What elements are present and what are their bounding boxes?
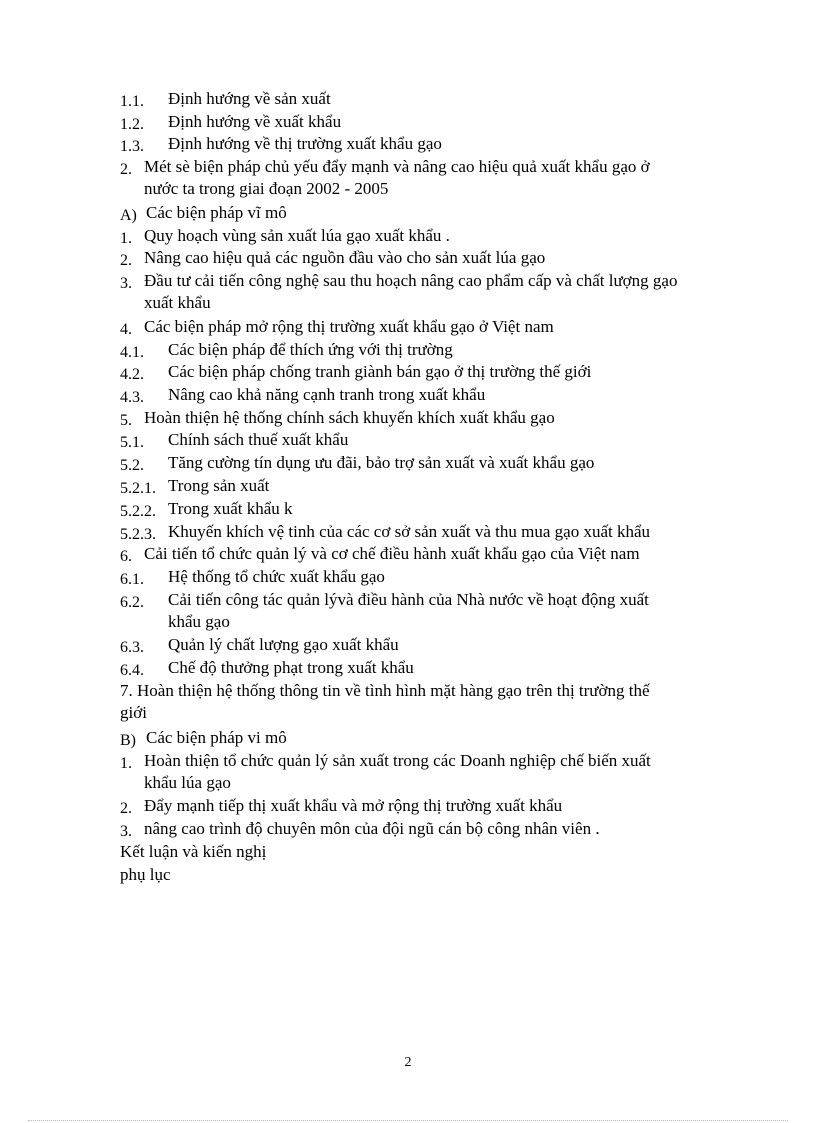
toc-text: Hệ thống tổ chức xuất khẩu gạo <box>168 567 385 586</box>
toc-entry-4-2 <box>120 361 732 383</box>
page-bottom-divider <box>28 1120 788 1121</box>
toc-entry-1-2 <box>120 111 732 133</box>
toc-text: Các biện pháp vĩ mô <box>146 203 287 222</box>
toc-number: A) <box>120 207 137 224</box>
toc-number: B) <box>120 732 136 749</box>
toc-text: Định hướng về sản xuất <box>168 89 331 108</box>
toc-entry-5-2-2 <box>120 498 732 520</box>
toc-text: Các biện pháp vi mô <box>146 728 287 747</box>
toc-entry-b-1 <box>120 750 732 794</box>
toc-entry-7 <box>120 680 732 724</box>
toc-text: nâng cao trình độ chuyên môn của đội ngũ cán bộ công nhân viên . <box>144 819 600 838</box>
toc-number: 5.2.1. <box>120 480 156 497</box>
toc-entry-4-3 <box>120 384 732 406</box>
toc-text: Mét sè biện pháp chủ yếu đẩy mạnh và nâng cao hiệu quả xuất khẩu gạo ở <box>144 157 650 176</box>
toc-entry-6-3 <box>120 634 732 656</box>
toc-number: 5.1. <box>120 434 144 451</box>
toc-text: Cải tiến tổ chức quản lý và cơ chế điều hành xuất khẩu gạo của Việt nam <box>144 544 640 563</box>
toc-text: phụ lục <box>120 865 171 884</box>
toc-entry-4-1 <box>120 339 732 361</box>
toc-entry-5-1 <box>120 429 732 451</box>
toc-number: 3. <box>120 823 132 840</box>
toc-entry-6 <box>120 543 732 565</box>
toc-text-continued: xuất khẩu <box>144 293 211 312</box>
toc-number: 5.2.3. <box>120 526 156 543</box>
toc-text: Trong xuất khẩu k <box>168 499 293 518</box>
toc-text: Định hướng về thị trường xuất khẩu gạo <box>168 134 442 153</box>
toc-entry-1-1 <box>120 88 732 110</box>
toc-number: 1.3. <box>120 138 144 155</box>
toc-number: 1. <box>120 755 132 772</box>
toc-number: 3. <box>120 275 132 292</box>
toc-number: 6.3. <box>120 639 144 656</box>
toc-entry-a-1 <box>120 225 732 247</box>
toc-entry-conclusion <box>120 841 732 863</box>
toc-number: 6.1. <box>120 571 144 588</box>
toc-text: Tăng cường tín dụng ưu đãi, bảo trợ sản xuất và xuất khẩu gạo <box>168 453 595 472</box>
toc-text: Nâng cao khả năng cạnh tranh trong xuất khẩu <box>168 385 486 404</box>
toc-entry-appendix <box>120 864 732 886</box>
toc-entry-6-2 <box>120 589 732 633</box>
toc-text: Trong sản xuất <box>168 476 270 495</box>
toc-number: 1.1. <box>120 93 144 110</box>
toc-text-continued: nước ta trong giai đoạn 2002 - 2005 <box>144 179 389 198</box>
toc-text: Đầu tư cải tiến công nghệ sau thu hoạch nâng cao phẩm cấp và chất lượng gạo <box>144 271 678 290</box>
toc-number: 4.1. <box>120 344 144 361</box>
toc-number: 5.2. <box>120 457 144 474</box>
toc-number: 6.2. <box>120 594 144 611</box>
toc-text: Quy hoạch vùng sản xuất lúa gạo xuất khẩu . <box>144 226 450 245</box>
toc-text: Các biện pháp để thích ứng với thị trường <box>168 340 453 359</box>
toc-number: 5. <box>120 412 132 429</box>
toc-number: 1.2. <box>120 116 144 133</box>
page-number: 2 <box>404 1055 412 1070</box>
toc-number: 4. <box>120 321 132 338</box>
toc-text: Các biện pháp mở rộng thị trường xuất khẩu gạo ở Việt nam <box>144 317 554 336</box>
toc-entry-b-3 <box>120 818 732 840</box>
toc-number: 2. <box>120 800 132 817</box>
toc-text: Chính sách thuế xuất khẩu <box>168 430 349 449</box>
toc-number: 4.3. <box>120 389 144 406</box>
toc-number: 6.4. <box>120 662 144 679</box>
toc-entry-2 <box>120 156 732 200</box>
toc-text-continued: khẩu lúa gạo <box>144 773 231 792</box>
toc-number: 4.2. <box>120 366 144 383</box>
toc-entry-5-2-3 <box>120 521 732 543</box>
toc-number: 2. <box>120 161 132 178</box>
toc-entry-1-3 <box>120 133 732 155</box>
toc-entry-5-2 <box>120 452 732 474</box>
toc-text: Hoàn thiện tổ chức quản lý sản xuất trong các Doanh nghiệp chế biến xuất <box>144 751 651 770</box>
toc-entry-6-4 <box>120 657 732 679</box>
toc-text: Khuyến khích vệ tinh của các cơ sở sản xuất và thu mua gạo xuất khẩu <box>168 522 651 541</box>
toc-entry-4 <box>120 316 732 338</box>
toc-number: 6. <box>120 548 132 565</box>
toc-entry-section-a <box>120 202 732 224</box>
toc-text: Quản lý chất lượng gạo xuất khẩu <box>168 635 399 654</box>
toc-text: Nâng cao hiệu quả các nguồn đầu vào cho sản xuất lúa gạo <box>144 248 546 267</box>
toc-number: 2. <box>120 252 132 269</box>
toc-entry-a-2 <box>120 247 732 269</box>
toc-entry-5 <box>120 407 732 429</box>
toc-number: 5.2.2. <box>120 503 156 520</box>
toc-text: Chế độ thưởng phạt trong xuất khẩu <box>168 658 414 677</box>
toc-text: Kết luận và kiến nghị <box>120 842 267 861</box>
toc-text: Hoàn thiện hệ thống chính sách khuyến khích xuất khẩu gạo <box>144 408 555 427</box>
toc-text-continued: khẩu gạo <box>168 612 230 631</box>
toc-text: Cải tiến công tác quản lývà điều hành của Nhà nước về hoạt động xuất <box>168 590 649 609</box>
toc-text-continued: giới <box>120 703 147 722</box>
toc-number: 1. <box>120 230 132 247</box>
toc-entry-5-2-1 <box>120 475 732 497</box>
toc-text: Các biện pháp chống tranh giành bán gạo ở thị trường thế giới <box>168 362 592 381</box>
toc-text: Định hướng về xuất khẩu <box>168 112 342 131</box>
toc-text: 7. Hoàn thiện hệ thống thông tin về tình hình mặt hàng gạo trên thị trường thế <box>120 681 650 700</box>
toc-entry-section-b <box>120 727 732 749</box>
toc-entry-b-2 <box>120 795 732 817</box>
toc-entry-a-3 <box>120 270 732 314</box>
toc-text: Đẩy mạnh tiếp thị xuất khẩu và mở rộng thị trường xuất khẩu <box>144 796 563 815</box>
toc-entry-6-1 <box>120 566 732 588</box>
